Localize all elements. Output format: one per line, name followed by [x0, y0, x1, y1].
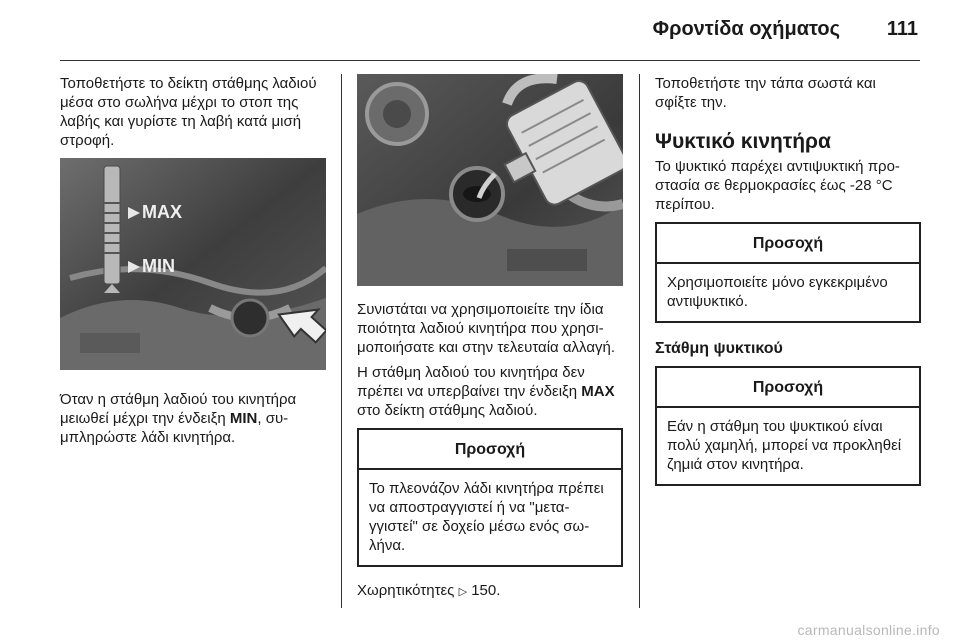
max-indicator-text: MAX — [581, 383, 615, 400]
dipstick-illustration — [60, 158, 326, 370]
oil-refill-illustration — [357, 74, 623, 286]
min-level-paragraph: Όταν η στάθμη λαδιού του κινητήρα μειωθεί μέχρι την ένδειξη MIN, συμπληρώστε λάδι κινητήρα. — [60, 391, 297, 446]
caution-box-antifreeze — [655, 222, 921, 323]
caution-text: Το πλεονάζον λάδι κινητήρα πρέπει να αποστραγγιστεί ή να "μεταγγιστεί" σε δοχείο μέσω ενός σωλήνα. — [369, 480, 604, 554]
header-rule — [60, 60, 920, 61]
cap-tighten-paragraph: Τοποθετήστε την τάπα σωστά και σφίξτε την. — [655, 75, 876, 111]
min-indicator-text: MIN — [229, 410, 258, 427]
column-divider-2 — [639, 74, 640, 608]
caution-box-low-coolant — [655, 366, 921, 486]
min-label: MIN — [142, 256, 175, 276]
caution-title: Προσοχή — [657, 224, 919, 264]
site-watermark: carmanualsonline.info — [797, 622, 940, 638]
coolant-protection-paragraph: Το ψυκτικό παρέχει αντιψυκτική προστασία σε θερμοκρασίες έως -28 °C περίπου. — [655, 158, 900, 213]
page-header — [0, 0, 960, 62]
page-number: 111 — [886, 18, 918, 40]
column-1 — [60, 74, 326, 453]
coolant-level-heading: Στάθμη ψυκτικού — [655, 340, 783, 357]
capacities-reference: Χωρητικότητες ▷ 150. — [357, 582, 501, 599]
max-label: MAX — [142, 202, 182, 222]
column-3 — [655, 74, 921, 500]
section-title: Φροντίδα οχήματος — [652, 18, 840, 40]
max-level-paragraph: Η στάθμη λαδιού του κινητήρα δεν πρέπει να υπερβαίνει την ένδειξη MAX στο δείκτη στάθμης λαδιού. — [357, 364, 615, 419]
caution-text: Εάν η στάθμη του ψυκτικού είναι πολύ χαμηλή, μπορεί να προκληθεί ζημιά στον κινητήρα. — [667, 418, 902, 473]
oil-pouring-photo-icon — [357, 74, 623, 286]
dipstick-photo-icon — [60, 158, 326, 370]
coolant-heading: Ψυκτικό κινητήρα — [655, 130, 831, 153]
dipstick-insert-paragraph: Τοποθετήστε το δείκτη στάθμης λαδιού μέσα στο σωλήνα μέχρι το στοπ της λαβής και γυρίστε τη λαβή κατά μισή στροφή. — [60, 75, 317, 149]
oil-quality-paragraph: Συνιστάται να χρησιμοποιείτε την ίδια ποιότητα λαδιού κινητήρα που χρησιμοποιήσατε και στην τελευταία αλλαγή. — [357, 301, 616, 356]
capacities-page-link[interactable]: 150. — [471, 582, 501, 599]
caution-title: Προσοχή — [657, 368, 919, 408]
page-reference-arrow-icon: ▷ — [458, 586, 468, 598]
caution-box-excess-oil — [357, 428, 623, 567]
caution-title: Προσοχή — [359, 430, 621, 470]
caution-text: Χρησιμοποιείτε μόνο εγκεκριμένο αντιψυκτικό. — [667, 274, 888, 310]
column-2 — [357, 74, 623, 608]
column-divider-1 — [341, 74, 342, 608]
